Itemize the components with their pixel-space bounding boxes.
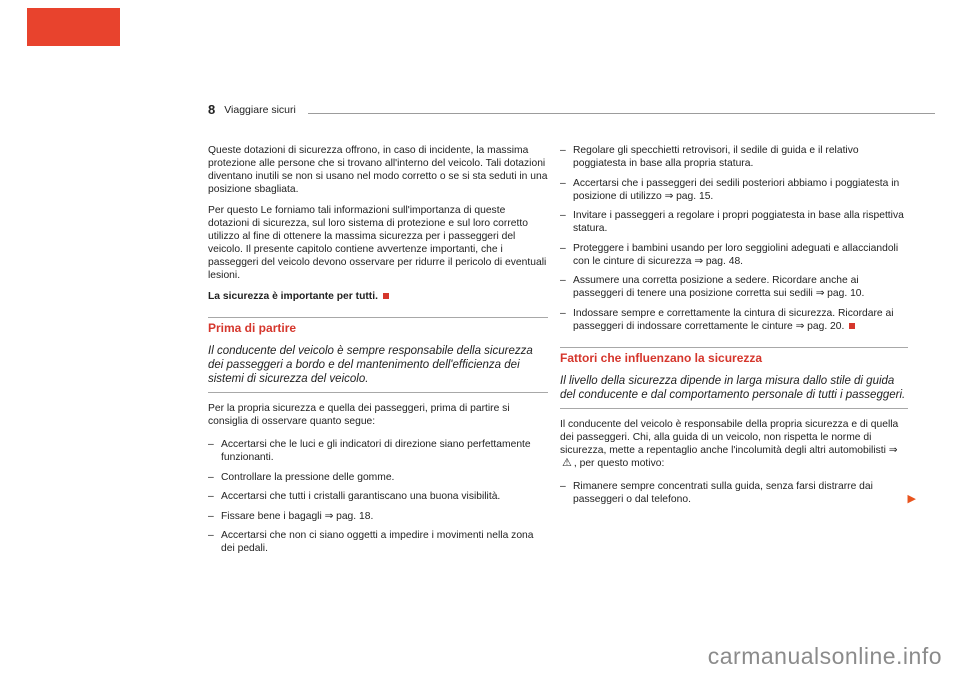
list-item	[560, 177, 908, 203]
section-prima-di-partire	[208, 317, 548, 555]
page-continues-arrow-icon: ▶	[907, 492, 916, 505]
checklist	[208, 438, 548, 555]
list-item	[560, 480, 916, 506]
list-item-text: Controllare la pressione delle gomme.	[221, 471, 395, 483]
list-item-text: Fissare bene i bagagli ⇒ pag. 18.	[221, 510, 374, 522]
bold-note	[208, 290, 548, 303]
list-item-text: Rimanere sempre concentrati sulla guida, senza farsi distrarre dai passeggeri o dal telefono.	[573, 480, 873, 505]
paragraph: Per la propria sicurezza e quella dei passeggeri, prima di partire si consiglia di osservare quanto segue:	[208, 403, 510, 427]
paragraph: Per questo Le forniamo tali informazioni sull'importanza di queste dotazioni di sicurezza, sul loro sistema di protezione e sul loro corretto utilizzo al fine di ottenere la massima sicurezza per i passeggeri del veicolo. Il presente capitolo contiene avvertenze importanti, che i passeggeri del veicolo devono osservare per ridurre il pericolo di eventuali lesioni.	[208, 205, 547, 281]
dash-bullet: –	[560, 177, 566, 189]
dash-bullet: –	[208, 439, 214, 450]
list-item-text-inner: Indossare sempre e correttamente la cintura di sicurezza. Ricordare ai passeggeri di indossare correttamente le cinture ⇒ pag. 20.	[573, 307, 894, 332]
list-item-text: Assumere una corretta posizione a sedere. Ricordare anche ai passeggeri di tenere una posizione corretta sui sedili ⇒ pag. 10.	[573, 275, 865, 299]
warning-icon: ⚠	[562, 456, 572, 469]
list-item-text: Proteggere i bambini usando per loro seggiolini adeguati e allacciandoli con le cinture di sicurezza ⇒ pag. 48.	[573, 242, 899, 267]
dash-bullet: –	[560, 480, 566, 492]
list-item	[560, 144, 908, 170]
dash-bullet: –	[560, 307, 566, 319]
dash-bullet: –	[560, 275, 566, 286]
brand-red-block	[27, 8, 120, 46]
dash-bullet: –	[560, 145, 566, 156]
section-end-icon	[383, 293, 389, 299]
dash-bullet: –	[208, 510, 214, 522]
list-item	[208, 471, 548, 484]
paragraph	[560, 418, 908, 470]
section-lead: Il conducente del veicolo è sempre responsabile della sicurezza dei passeggeri a bordo e del mantenimento dell'efficienza dei sistemi di sicurezza del veicolo.	[208, 345, 533, 385]
paragraph-text: , per questo motivo:	[573, 457, 665, 469]
list-item	[208, 438, 548, 464]
paragraph-text: Il conducente del veicolo è responsabile della propria sicurezza e di quella dei passeggeri. Chi, alla guida di un veicolo, non rispetta le norme di sicurezza, mette a repentaglio anche l'incolumità degli altri automobilisti ⇒	[560, 418, 899, 456]
checklist	[560, 144, 908, 333]
dash-bullet: –	[208, 471, 214, 483]
paragraph: Queste dotazioni di sicurezza offrono, in caso di incidente, la massima protezione alle persone che si trovano all'interno del veicolo. Tali dotazioni diventano inutili se non si usano nel modo corretto o se si sta seduti in una posizione sbagliata.	[208, 145, 548, 195]
list-item	[208, 529, 548, 555]
watermark: carmanualsonline.info	[707, 643, 942, 669]
left-column	[208, 144, 548, 562]
list-item	[560, 274, 908, 300]
page-number: 8	[208, 102, 216, 117]
section-title: Fattori che influenzano la sicurezza	[560, 350, 763, 365]
list-item-text: Accertarsi che tutti i cristalli garantiscano una buona visibilità.	[221, 491, 501, 502]
section-top-rule	[208, 317, 548, 318]
list-item-text	[573, 307, 908, 333]
lead-rule	[560, 408, 908, 409]
right-column	[560, 144, 916, 512]
dash-bullet: –	[208, 491, 214, 502]
section-end-icon	[849, 323, 855, 329]
chapter-title: Viaggiare sicuri	[224, 104, 296, 116]
checklist	[560, 480, 916, 506]
list-item	[208, 510, 548, 523]
list-item-text: Accertarsi che le luci e gli indicatori di direzione siano perfettamente funzionanti.	[221, 439, 531, 463]
header-rule	[308, 113, 935, 114]
list-item-text: Accertarsi che i passeggeri dei sedili posteriori abbiamo i poggiatesta in posizione di utilizzo ⇒ pag. 15.	[573, 177, 900, 202]
page-header	[208, 103, 935, 117]
lead-rule	[208, 392, 548, 393]
list-item-text: Accertarsi che non ci siano oggetti a impedire i movimenti nella zona dei pedali.	[221, 530, 534, 554]
dash-bullet: –	[560, 210, 566, 221]
list-item	[560, 209, 908, 235]
list-item	[560, 242, 908, 268]
section-lead: Il livello della sicurezza dipende in larga misura dallo stile di guida del conducente e dal comportamento personale di tutti i passeggeri.	[560, 374, 906, 401]
bold-note-text: La sicurezza è importante per tutti.	[208, 291, 378, 302]
list-item	[560, 307, 908, 333]
dash-bullet: –	[560, 242, 566, 254]
section-title: Prima di partire	[208, 321, 297, 335]
section-top-rule	[560, 347, 908, 348]
list-item-text: Invitare i passeggeri a regolare i propri poggiatesta in base alla rispettiva statura.	[573, 210, 904, 234]
dash-bullet: –	[208, 530, 214, 541]
list-item	[208, 490, 548, 503]
section-fattori-sicurezza	[560, 347, 916, 506]
list-item-text: Regolare gli specchietti retrovisori, il sedile di guida e il relativo poggiatesta in base alla propria statura.	[573, 145, 859, 169]
